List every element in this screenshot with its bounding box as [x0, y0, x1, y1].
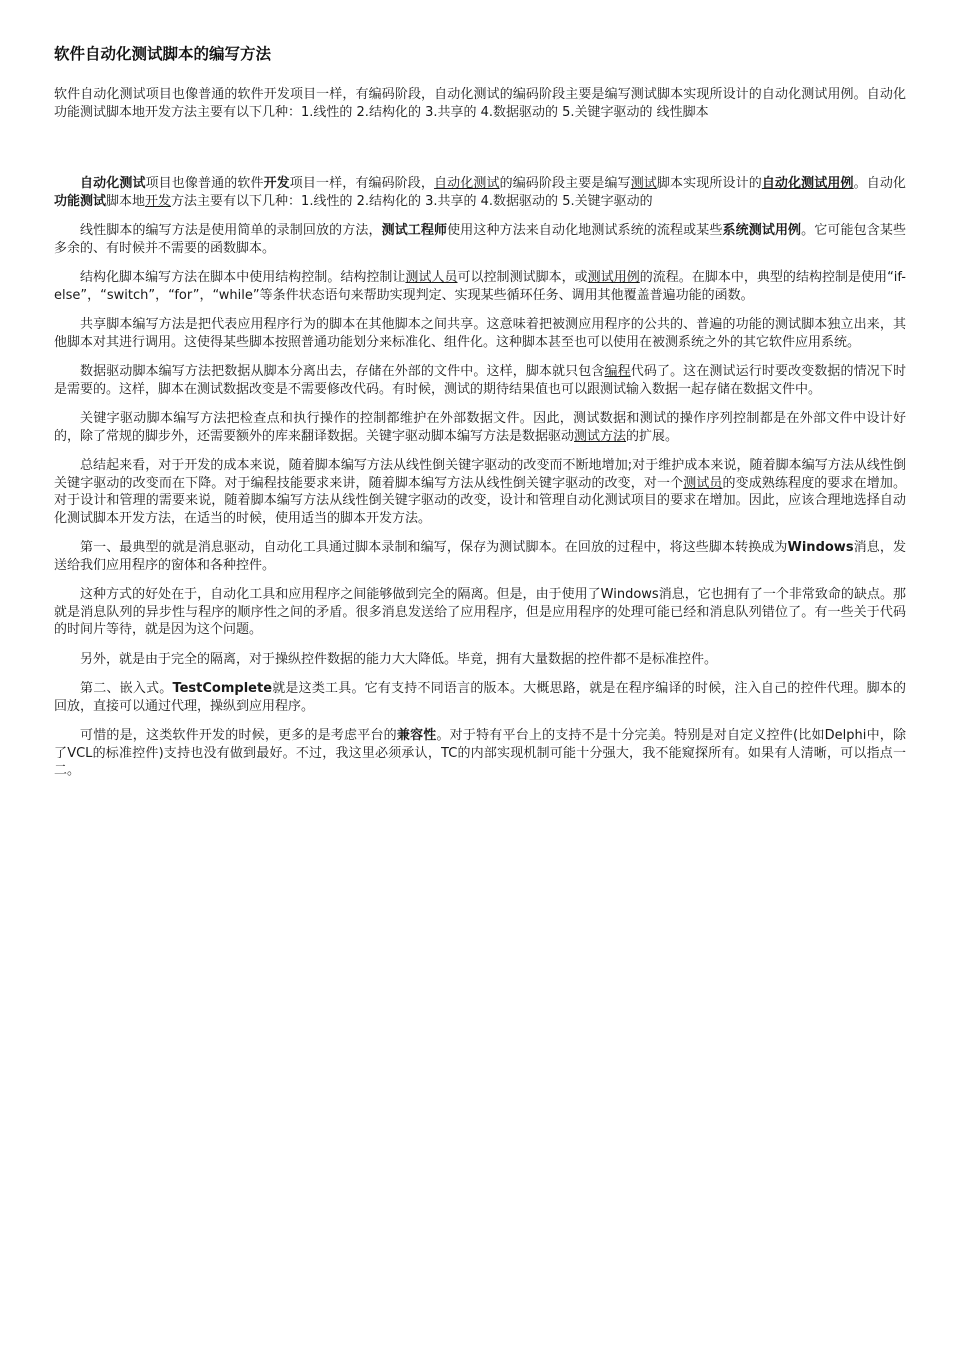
text-run: 线性脚本的编写方法是使用简单的录制回放的方法，: [80, 223, 382, 238]
paragraph-isolation-drawback: 另外，就是由于完全的隔离，对于操纵控件数据的能力大大降低。毕竟，拥有大量数据的控件都不是标准控件。: [80, 651, 718, 667]
link-development-2[interactable]: 开发: [145, 193, 172, 209]
link-test-cases[interactable]: 测试用例: [587, 270, 640, 285]
paragraph-data-driven-script: [54, 363, 906, 398]
link-automation-test-cases[interactable]: 自动化测试用例: [761, 176, 854, 191]
text-run: 的流程。在脚本中，典型的结构控制是使用“if-else”，“switch”，“for”，“while”等条件状态语句来帮助实现判定、实现某些循环任务、调用其他覆盖普遍功能的函数。: [54, 270, 906, 303]
text-run: 第一、最典型的就是消息驱动，自动化工具通过脚本录制和编写，保存为测试脚本。在回放的过程中，将这些脚本转换成为: [80, 540, 788, 555]
link-functional-testing[interactable]: 功能测试: [54, 193, 107, 209]
text-run: 可惜的是，这类软件开发的时候，更多的是考虑平台的: [80, 728, 397, 743]
text-run: 使用这种方法来自动化地测试系统的流程或某些: [447, 223, 723, 238]
text-run: 。自动化: [853, 176, 906, 191]
text-run: 方法主要有以下几种：1.线性的 2.结构化的 3.共享的 4.数据驱动的 5.关键字驱动的: [171, 193, 653, 209]
term-testcomplete: TestComplete: [172, 681, 273, 696]
intro-paragraph: 软件自动化测试项目也像普通的软件开发项目一样，有编码阶段，自动化测试的编码阶段主要是编写测试脚本实现所设计的自动化测试用例。自动化功能测试脚本地开发方法主要有以下几种：1.线性的 2.结构化的 3.共享的 4.数据驱动的 5.关键字驱动的 线性脚本: [54, 87, 906, 120]
term-compatibility: 兼容性: [396, 728, 437, 743]
text-run: 可以控制测试脚本，或: [457, 270, 588, 285]
text-run: 的扩展。: [626, 428, 679, 444]
text-run: 脚本地: [106, 193, 146, 209]
text-run: 项目一样，有编码阶段，: [289, 176, 435, 191]
paragraph-summary: [54, 457, 906, 527]
text-run: 关键字驱动脚本编写方法把检查点和执行操作的控制都维护在外部数据文件。因此，测试数据和测试的操作序列控制都是在外部文件中设计好的，除了常规的脚步外，还需要额外的库来翻译数据。关键字驱动脚本编写方法是数据驱动: [54, 411, 906, 444]
link-automation-testing-2[interactable]: 自动化测试: [434, 176, 500, 191]
text-run: 。对于特有平台上的支持不是十分完美。特别是对自定义控件(比如Delphi中，除了VCL的标准控件)支持也没有做到最好。不过，我这里必须承认，TC的内部实现机制可能十分强大，我不能窥探所有。如果有人清晰，可以指点一二。: [54, 728, 906, 778]
text-run: 代码了。这在测试运行时要改变数据的情况下时是需要的。这样，脚本在测试数据改变是不需要修改代码。有时候，测试的期待结果值也可以跟测试输入数据一起存储在数据文件中。: [54, 364, 906, 397]
paragraph-message-driven: [54, 539, 906, 574]
link-automation-testing[interactable]: 自动化测试: [80, 176, 146, 191]
text-run: 的编码阶段主要是编写: [499, 176, 631, 191]
text-run: 就是这类工具。它有支持不同语言的版本。大概思路，就是在程序编译的时候，注入自己的控件代理。脚本的回放，直接可以通过代理，操纵到应用程序。: [54, 681, 906, 714]
blank-space: [54, 133, 906, 175]
paragraph-embedded: [54, 680, 906, 715]
text-run: 消息，发送给我们应用程序的窗体和各种控件。: [54, 540, 906, 573]
text-run: 数据驱动脚本编写方法把数据从脚本分离出去，存储在外部的文件中。这样，脚本就只包含: [80, 364, 605, 379]
link-system-test-cases[interactable]: 系统测试用例: [722, 223, 802, 238]
document-page: [54, 44, 906, 792]
link-testers[interactable]: 测试人员: [405, 270, 458, 285]
link-programming[interactable]: 编程: [604, 364, 631, 379]
paragraph-isolation-benefit: 这种方式的好处在于，自动化工具和应用程序之间能够做到完全的隔离。但是，由于使用了Windows消息，它也拥有了一个非常致命的缺点。那就是消息队列的异步性与程序的顺序性之间的矛盾。很多消息发送给了应用程序，但是应用程序的处理可能已经和消息队列错位了。有一些关于代码的时间片等待，就是因为这个问题。: [54, 587, 906, 637]
link-test-engineer[interactable]: 测试工程师: [381, 223, 448, 238]
document-title: 软件自动化测试脚本的编写方法: [54, 45, 272, 63]
paragraph-linear-script: [54, 222, 906, 257]
text-run: 脚本实现所设计的: [656, 176, 762, 191]
link-tester[interactable]: 测试员: [683, 475, 723, 491]
link-test-method[interactable]: 测试方法: [574, 428, 627, 444]
paragraph-keyword-driven-script: [54, 410, 906, 445]
text-run: 总结起来看，对于开发的成本来说，随着脚本编写方法从线性倒关键字驱动的改变而不断地增加;对于维护成本来说，随着脚本编写方法从线性倒关键字驱动的改变而在下降。对于编程技能要求来讲，随着脚本编写方法从线性倒关键字驱动的改变，对一个: [54, 458, 906, 491]
term-windows: Windows: [787, 540, 854, 555]
paragraph-overview: [54, 175, 906, 210]
paragraph-shared-script: 共享脚本编写方法是把代表应用程序行为的脚本在其他脚本之间共享。这意味着把被测应用程序的公共的、普遍的功能的测试脚本独立出来，其他脚本对其进行调用。这使得某些脚本按照普通功能划分来标准化、组件化。这种脚本甚至也可以使用在被测系统之外的其它软件应用系统。: [54, 317, 906, 350]
text-run: 项目也像普通的软件: [145, 176, 264, 191]
paragraph-compatibility: [54, 727, 906, 780]
link-testing[interactable]: 测试: [630, 176, 657, 191]
text-run: 的变成熟练程度的要求在增加。对于设计和管理的需要来说，随着脚本编写方法从线性倒关键字驱动的改变，设计和管理自动化测试项目的要求在增加。因此，应该合理地选择自动化测试脚本开发方法，在适当的时候，使用适当的脚本开发方法。: [54, 475, 906, 526]
text-run: 第二、嵌入式。: [80, 681, 173, 696]
paragraph-structured-script: [54, 269, 906, 304]
link-development[interactable]: 开发: [263, 176, 290, 191]
text-run: 结构化脚本编写方法在脚本中使用结构控制。结构控制让: [80, 270, 406, 285]
text-run: 。它可能包含某些多余的、有时候并不需要的函数脚本。: [54, 223, 906, 256]
